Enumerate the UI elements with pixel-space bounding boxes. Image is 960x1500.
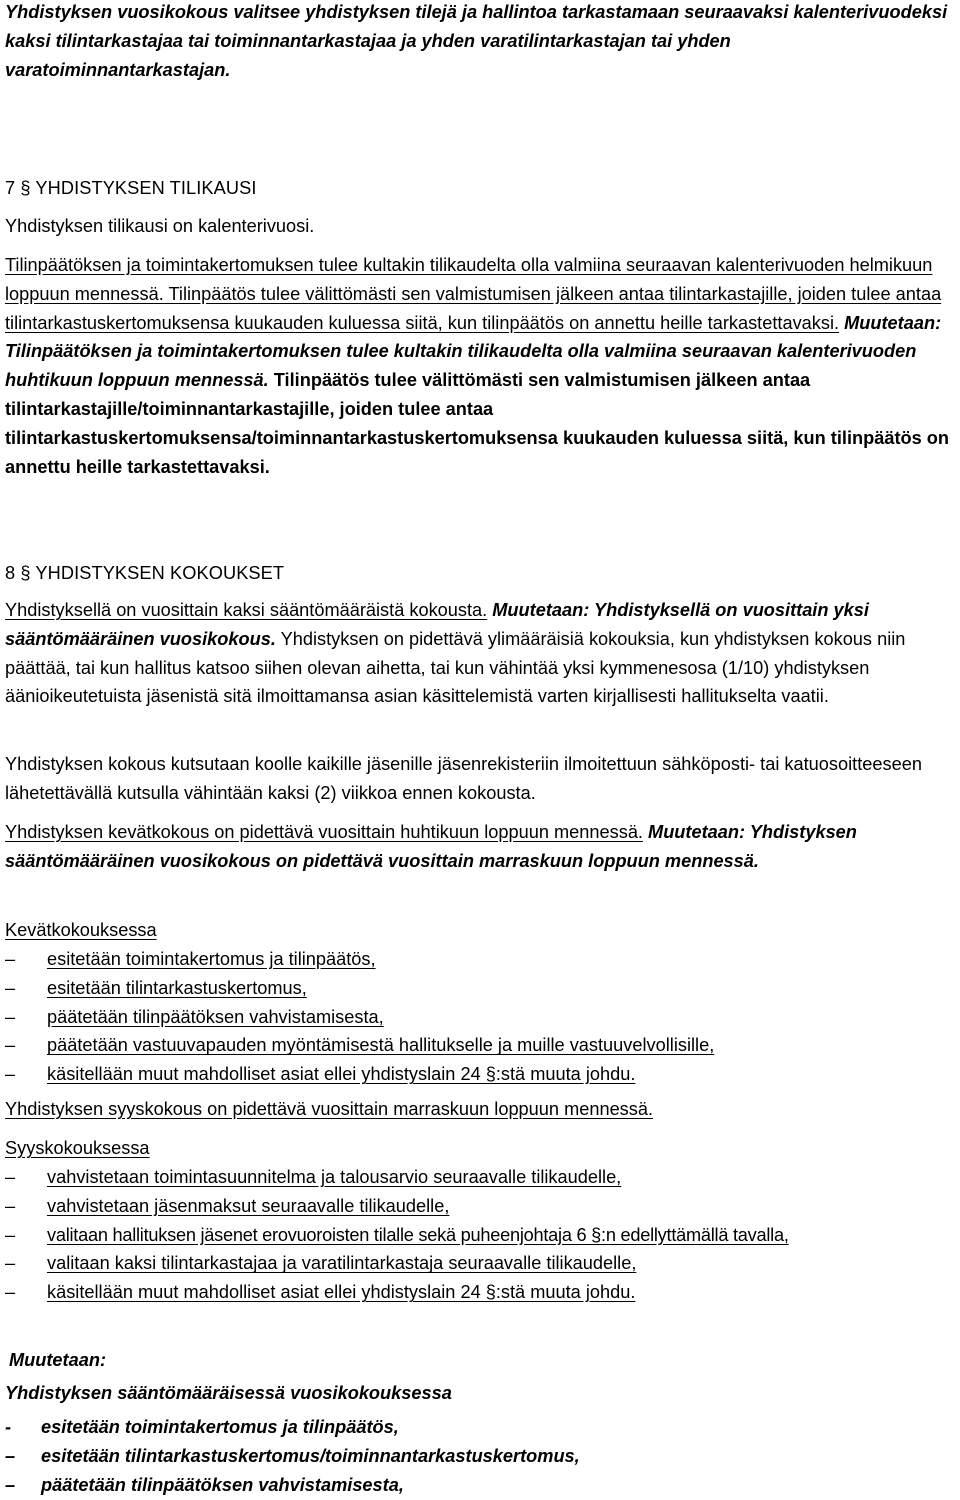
- list-item-text: käsitellään muut mahdolliset asiat ellei yhdistyslain 24 §:stä muuta johdu.: [47, 1282, 636, 1303]
- dash-mark: –: [5, 949, 16, 969]
- dash-mark: –: [5, 977, 16, 998]
- section-7-heading: 7 § YHDISTYKSEN TILIKAUSI: [5, 178, 257, 198]
- dash-mark: –: [5, 1445, 16, 1466]
- dash-mark: –: [5, 1224, 15, 1245]
- section-8-paragraph-1: [5, 596, 956, 711]
- list-item-text: valitaan hallituksen jäsenet erovuoroisten tilalle sekä puheenjohtaja 6 §:n edellyttämällä tavalla,: [47, 1224, 789, 1245]
- list-item: [5, 1442, 956, 1471]
- autumn-meeting-title: Syyskokouksessa: [5, 1138, 150, 1158]
- spring-meeting-list: [5, 945, 956, 1089]
- autumn-meeting-line: Yhdistyksen syyskokous on pidettävä vuosittain marraskuun loppuun mennessä.: [5, 1099, 654, 1119]
- section-8-paragraph-3: [5, 818, 956, 876]
- paragraph-text: Yhdistyksen on pidettävä ylimääräisiä kokouksia, kun yhdistyksen kokous niin päättää, tai kun hallitus katsoo siihen olevan aihetta, tai kun vähintää yksi kymmenesosa (1/10) yhdistyksen äänioikeutetuista jäsenistä sitä ilmoittamansa asian käsittelemistä varten kirjallisesti hallitukselta vaatii.: [5, 628, 906, 707]
- list-item-text: vahvistetaan jäsenmaksut seuraavalle tilikaudelle,: [47, 1195, 450, 1216]
- list-item: [5, 1249, 960, 1278]
- autumn-meeting-list: [5, 1163, 960, 1307]
- dash-mark: –: [5, 1167, 16, 1187]
- list-item-text: esitetään toimintakertomus ja tilinpäätös,: [41, 1417, 399, 1437]
- section-7-paragraph-2: [5, 251, 956, 481]
- annual-meeting-list: [5, 1413, 956, 1499]
- amendment-label: Muutetaan:: [9, 1350, 106, 1370]
- section-7-paragraph-1: Yhdistyksen tilikausi on kalenterivuosi.: [5, 216, 315, 236]
- section-8-paragraph-2: Yhdistyksen kokous kutsutaan koolle kaikille jäsenille jäsenrekisteriin ilmoitettuun sähköposti- tai katuosoitteeseen lähetettävällä kutsulla vähintään kaksi (2) viikkoa ennen kokousta.: [5, 754, 922, 803]
- list-item: [5, 1278, 960, 1307]
- spring-meeting-title: Kevätkokouksessa: [5, 920, 157, 940]
- dash-mark: –: [5, 1282, 16, 1303]
- list-item-text: päätetään tilinpäätöksen vahvistamisesta,: [41, 1474, 404, 1495]
- dash-mark: –: [5, 1006, 16, 1027]
- amendment-text: Muutetaan: Yhdistyksen sääntömääräinen vuosikokous on pidettävä vuosittain marraskuun loppuun mennessä.: [5, 822, 857, 871]
- original-text: Yhdistyksen kevätkokous on pidettävä vuosittain huhtikuun loppuun mennessä.: [5, 822, 643, 842]
- dash-mark: –: [5, 1195, 16, 1216]
- original-text: Tilinpäätöksen ja toimintakertomuksen tulee kultakin tilikaudelta olla valmiina seuraavan kalenterivuoden helmikuun loppuun mennessä. Tilinpäätös tulee välittömästi sen valmistumisen jälkeen antaa tilintarkastajille, joiden tulee antaa tilintarkastuskertomuksensa kuukauden kuluessa siitä, kun tilinpäätös on annettu heille tarkastettavaksi.: [5, 255, 942, 333]
- dash-mark: –: [5, 1064, 16, 1085]
- original-text: Yhdistyksellä on vuosittain kaksi sääntömääräistä kokousta.: [5, 600, 488, 620]
- list-item-text: esitetään toimintakertomus ja tilinpäätös,: [47, 949, 376, 969]
- list-item: [5, 1060, 956, 1089]
- list-item: [5, 1413, 956, 1442]
- section-6-paragraph: Yhdistyksen vuosikokous valitsee yhdistyksen tilejä ja hallintoa tarkastamaan seuraavaksi kalenterivuodeksi kaksi tilintarkastajaa tai toiminnantarkastajaa ja yhden varatilintarkastajan tai yhden varatoiminnantarkastajan.: [5, 2, 948, 80]
- list-item: [5, 1003, 956, 1032]
- list-item: [5, 1471, 956, 1500]
- list-item-text: esitetään tilintarkastuskertomus/toiminnantarkastuskertomus,: [41, 1445, 580, 1466]
- dash-mark: –: [5, 1035, 16, 1056]
- section-8-heading: 8 § YHDISTYKSEN KOKOUKSET: [5, 563, 285, 583]
- list-item-text: käsitellään muut mahdolliset asiat ellei yhdistyslain 24 §:stä muuta johdu.: [47, 1064, 636, 1085]
- dash-mark: -: [5, 1417, 12, 1437]
- list-item-text: valitaan kaksi tilintarkastajaa ja varatilintarkastaja seuraavalle tilikaudelle,: [47, 1253, 637, 1274]
- amendment-text: Muutetaan: Yhdistyksellä on vuosittain yksi sääntömääräinen vuosikokous.: [5, 600, 869, 649]
- dash-mark: –: [5, 1253, 16, 1274]
- list-item-text: vahvistetaan toimintasuunnitelma ja talousarvio seuraavalle tilikaudelle,: [47, 1167, 622, 1187]
- list-item: [5, 1031, 956, 1060]
- list-item: [5, 1192, 960, 1221]
- list-item: [5, 1221, 960, 1250]
- list-item-text: päätetään vastuuvapauden myöntämisestä hallitukselle ja muille vastuuvelvollisille,: [47, 1035, 715, 1056]
- dash-mark: –: [5, 1474, 16, 1495]
- annual-meeting-title: Yhdistyksen sääntömääräisessä vuosikokouksessa: [5, 1383, 452, 1403]
- list-item-text: esitetään tilintarkastuskertomus,: [47, 977, 307, 998]
- amendment-text-continued: Tilinpäätös tulee välittömästi sen valmistumisen jälkeen antaa tilintarkastajille/toiminnantarkastajille, joiden tulee antaa tilintarkastuskertomuksensa/toiminnantarkastuskertomuksensa kuukauden kuluessa siitä, kun tilinpäätös on annettu heille tarkastettavaksi.: [5, 370, 950, 477]
- list-item: [5, 1163, 960, 1192]
- amendment-text: Muutetaan: Tilinpäätöksen ja toimintakertomuksen tulee kultakin tilikaudelta olla valmiina seuraavan kalenterivuoden huhtikuun loppuun mennessä.: [5, 312, 942, 391]
- list-item: [5, 974, 956, 1003]
- list-item-text: päätetään tilinpäätöksen vahvistamisesta,: [47, 1006, 384, 1027]
- list-item: [5, 945, 956, 974]
